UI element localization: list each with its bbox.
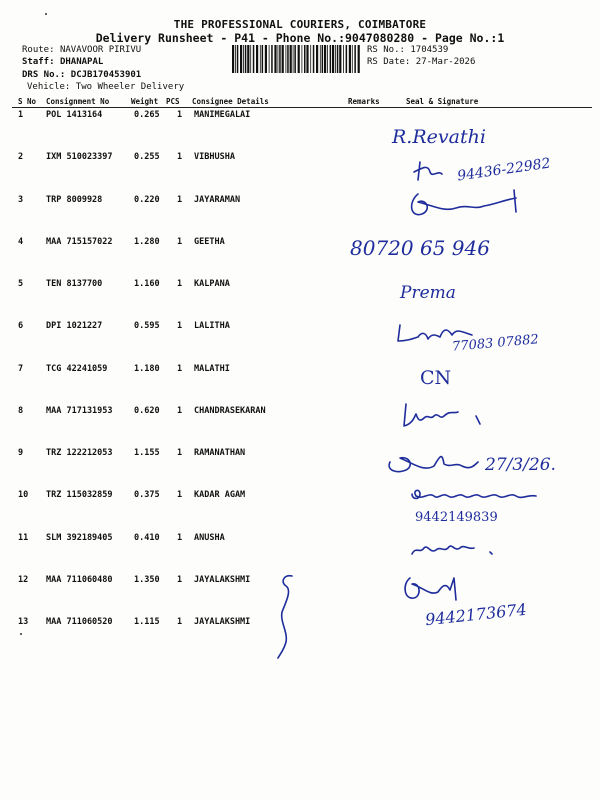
row-pcs: 1 [177, 110, 183, 120]
vehicle-line [27, 82, 184, 92]
company-title: THE PROFESSIONAL COURIERS, COIMBATORE [173, 18, 427, 31]
row-consignee: CHANDRASEKARAN [194, 406, 266, 416]
barcode-bar [354, 45, 356, 73]
row-sno: 10 [18, 490, 29, 500]
row-weight: 0.375 [134, 490, 160, 500]
row-consignee: KADAR AGAM [194, 490, 246, 500]
signature-row2 [412, 158, 452, 188]
row-consignment: MAA 711060520 [46, 617, 113, 627]
barcode-bar [287, 45, 289, 73]
header-rule [12, 107, 592, 108]
rs-no-line [367, 45, 448, 55]
row-consignment: IXM 510023397 [46, 152, 113, 162]
handwritten-revathi: R.Revathi [392, 126, 486, 148]
handwritten-phone-12: 9442173674 [424, 599, 528, 630]
handwritten-date-9: 27/3/26. [485, 455, 556, 475]
barcode-bar [324, 45, 326, 73]
barcode-bar [278, 45, 279, 73]
signature-row9 [384, 448, 484, 488]
barcode-bar [250, 45, 251, 73]
rs-date-value: 27-Mar-2026 [415, 57, 476, 67]
row-consignment: TRZ 122212053 [46, 448, 113, 458]
barcode-bar [293, 45, 294, 73]
row-weight: 1.350 [134, 575, 160, 585]
signature-row10 [408, 486, 548, 506]
row-weight: 0.255 [134, 152, 160, 162]
row-sno: 13 [18, 617, 29, 627]
row-consignment: TCG 42241059 [46, 364, 108, 374]
row-consignee: KALPANA [194, 279, 230, 289]
barcode-bar [316, 45, 318, 73]
signature-row11 [408, 536, 498, 560]
row-sno: 7 [18, 364, 24, 374]
col-sno: S No [18, 97, 37, 106]
barcode-bar [294, 45, 296, 73]
handwritten-phone-6: 77083 07882 [451, 332, 540, 355]
row-pcs: 1 [177, 406, 183, 416]
table-row [0, 237, 600, 257]
barcode-bar [245, 45, 247, 73]
row-weight: 1.160 [134, 279, 160, 289]
table-row [0, 110, 600, 130]
row-pcs: 1 [177, 321, 183, 331]
row-consignee: LALITHA [194, 321, 230, 331]
drs-label: DRS No.: [22, 70, 66, 80]
row-consignment: TRZ 115032859 [46, 490, 113, 500]
drs-value: DCJB170453901 [70, 70, 142, 80]
barcode-bar [320, 45, 321, 73]
row-consignee: GEETHA [194, 237, 225, 247]
barcode-bar [322, 45, 324, 73]
row-consignment: TEN 8137700 [46, 279, 103, 289]
row-pcs: 1 [177, 279, 183, 289]
rs-no-label: RS No.: [367, 45, 405, 55]
barcode-bar [302, 45, 303, 73]
barcode-bar [265, 45, 267, 73]
col-remarks: Remarks [348, 97, 380, 106]
row-consignee: JAYALAKSHMI [194, 617, 251, 627]
row-pcs: 1 [177, 490, 183, 500]
barcode-bar [358, 45, 360, 73]
table-row [0, 279, 600, 299]
barcode [232, 45, 362, 73]
barcode-bar [256, 45, 258, 73]
barcode-bar [274, 45, 276, 73]
row-sno: 3 [18, 195, 24, 205]
barcode-bar [352, 45, 353, 73]
barcode-bar [304, 45, 306, 73]
row-sno: 8 [18, 406, 24, 416]
row-sno: 11 [18, 533, 29, 543]
barcode-bar [339, 45, 341, 73]
row-weight: 1.155 [134, 448, 160, 458]
row-pcs: 1 [177, 533, 183, 543]
route-label: Route: [22, 45, 55, 55]
row-consignee: ANUSHA [194, 533, 225, 543]
barcode-bar [306, 45, 308, 73]
barcode-bar [240, 45, 242, 73]
row-consignee: VIBHUSHA [194, 152, 235, 162]
row-weight: 1.180 [134, 364, 160, 374]
route-line [22, 45, 141, 55]
col-consignment: Consignment No [46, 97, 110, 106]
rs-date-line [367, 57, 475, 67]
barcode-bar [349, 45, 351, 73]
barcode-bar [282, 45, 284, 73]
drs-line [22, 70, 141, 80]
row-weight: 1.280 [134, 237, 160, 247]
row-sno: 5 [18, 279, 24, 289]
col-consignee: Consignee Details [192, 97, 269, 106]
scan-speck [20, 633, 22, 635]
barcode-bar [337, 45, 339, 73]
row-consignee: MALATHI [194, 364, 230, 374]
row-consignee: MANIMEGALAI [194, 110, 251, 120]
row-weight: 0.220 [134, 195, 160, 205]
row-pcs: 1 [177, 575, 183, 585]
table-row [0, 575, 600, 595]
repeat-mark-row12-13 [270, 572, 300, 662]
barcode-bar [286, 45, 287, 73]
vehicle-value: Two Wheeler Delivery [75, 82, 185, 92]
row-weight: 1.115 [134, 617, 160, 627]
row-consignment: MAA 711060480 [46, 575, 113, 585]
row-pcs: 1 [177, 364, 183, 374]
barcode-bar [335, 45, 336, 73]
row-weight: 0.595 [134, 321, 160, 331]
barcode-bar [332, 45, 334, 73]
handwritten-phone-10: 9442149839 [415, 510, 498, 525]
row-sno: 9 [18, 448, 24, 458]
row-sno: 6 [18, 321, 24, 331]
vehicle-label: Vehicle: [27, 82, 71, 92]
row-weight: 0.265 [134, 110, 160, 120]
handwritten-phone-2: 94436-22982 [456, 155, 552, 185]
barcode-bar [279, 45, 281, 73]
runsheet-title: Delivery Runsheet - P41 - Phone No.:9047080280 - Page No.:1 [95, 31, 505, 45]
barcode-bar [271, 45, 273, 73]
col-seal: Seal & Signature [406, 97, 479, 106]
handwritten-prema: Prema [400, 283, 456, 303]
barcode-bar [298, 45, 300, 73]
barcode-bar [327, 45, 328, 73]
row-consignment: MAA 715157022 [46, 237, 113, 247]
barcode-bar [269, 45, 270, 73]
col-weight: Weight [131, 97, 159, 106]
table-row [0, 533, 600, 553]
staff-value: DHANAPAL [59, 57, 104, 67]
staff-line [22, 57, 103, 67]
row-consignment: MAA 717131953 [46, 406, 113, 416]
barcode-bar [313, 45, 315, 73]
row-consignee: JAYALAKSHMI [194, 575, 251, 585]
signature-row8 [400, 400, 490, 440]
rs-date-label: RS Date: [367, 57, 411, 67]
barcode-bar [310, 45, 311, 73]
barcode-bar [235, 45, 236, 73]
barcode-bar [247, 45, 249, 73]
barcode-bar [260, 45, 261, 73]
barcode-bar [330, 45, 332, 73]
barcode-bar [262, 45, 264, 73]
handwritten-phone-4: 80720 65 946 [350, 236, 490, 260]
row-consignment: TRP 8009928 [46, 195, 103, 205]
row-pcs: 1 [177, 448, 183, 458]
row-weight: 0.620 [134, 406, 160, 416]
row-consignee: JAYARAMAN [194, 195, 241, 205]
row-weight: 0.410 [134, 533, 160, 543]
barcode-bar [346, 45, 348, 73]
barcode-bar [237, 45, 239, 73]
rs-no-value: 1704539 [410, 45, 449, 55]
barcode-bar [243, 45, 244, 73]
route-value: NAVAVOOR PIRIVU [59, 45, 142, 55]
signature-row3 [404, 188, 534, 228]
row-sno: 2 [18, 152, 24, 162]
barcode-bar [290, 45, 292, 73]
row-consignee: RAMANATHAN [194, 448, 246, 458]
row-sno: 4 [18, 237, 24, 247]
row-pcs: 1 [177, 195, 183, 205]
scan-speck [45, 13, 47, 15]
row-pcs: 1 [177, 617, 183, 627]
row-pcs: 1 [177, 152, 183, 162]
row-sno: 1 [18, 110, 24, 120]
staff-label: Staff: [22, 57, 55, 67]
barcode-bar [343, 45, 344, 73]
col-pcs: PCS [166, 97, 180, 106]
table-row [0, 364, 600, 384]
row-pcs: 1 [177, 237, 183, 247]
barcode-bar [232, 45, 234, 73]
handwritten-cn: CN [420, 367, 452, 389]
row-consignment: DPI 1021227 [46, 321, 103, 331]
table-row [0, 406, 600, 426]
row-consignment: SLM 392189405 [46, 533, 113, 543]
row-sno: 12 [18, 575, 29, 585]
row-consignment: POL 1413164 [46, 110, 103, 120]
barcode-bar [253, 45, 255, 73]
